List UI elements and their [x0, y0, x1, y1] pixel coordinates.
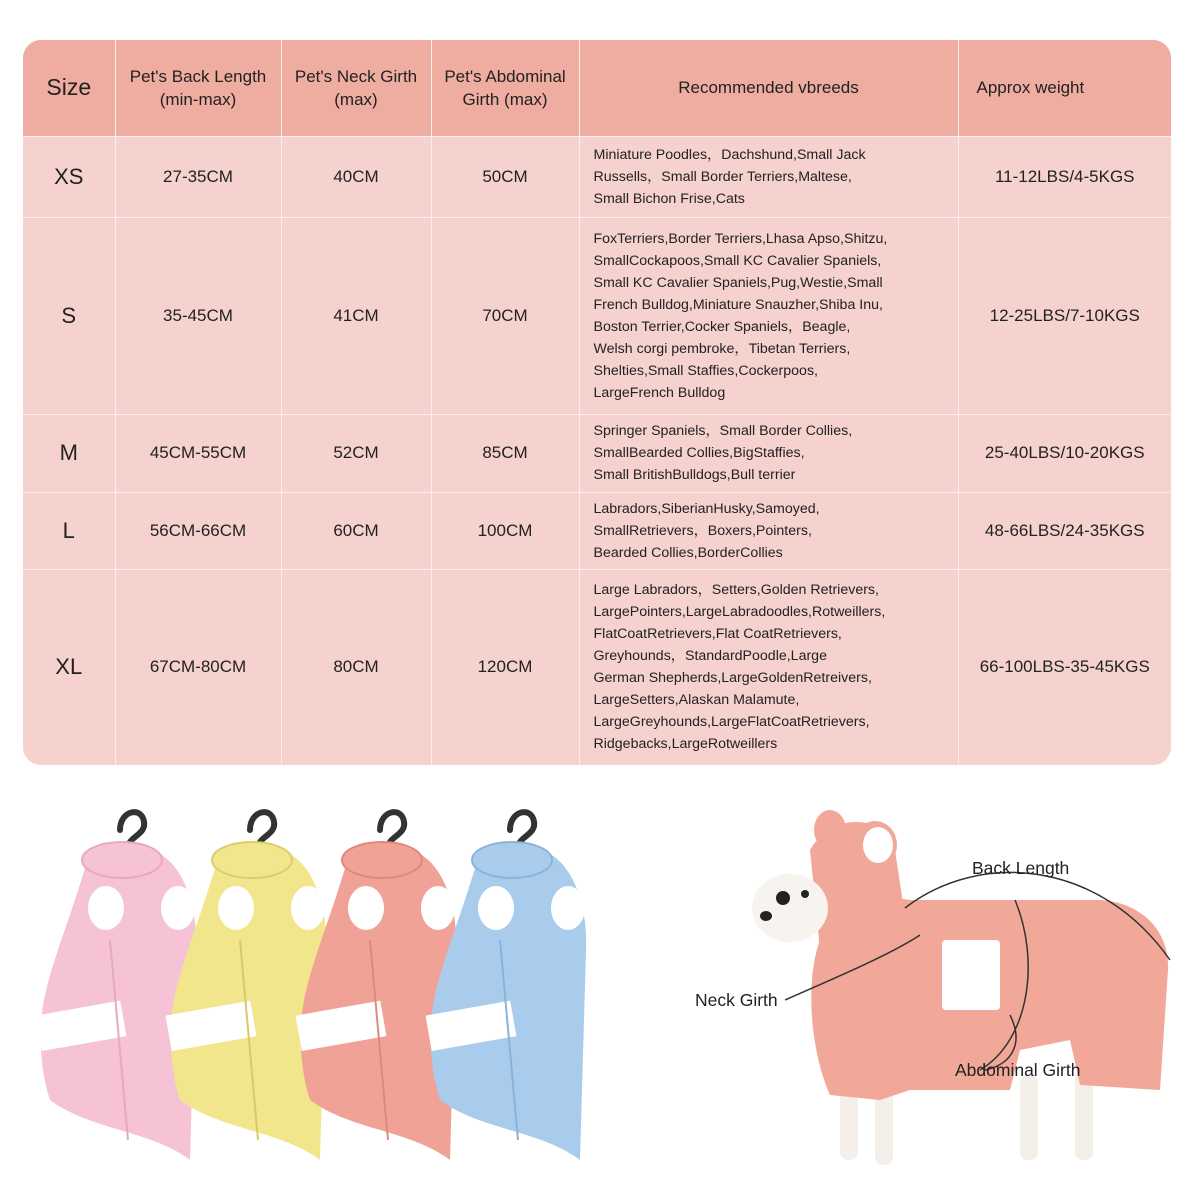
breeds-line: Bearded Collies,BorderCollies	[593, 544, 783, 561]
neck-girth-cell: 52CM	[281, 414, 431, 492]
abdominal-girth-cell: 70CM	[431, 217, 579, 414]
breeds-line: SmallRetrievers，Boxers,Pointers,	[593, 522, 812, 539]
neck-girth-cell: 60CM	[281, 492, 431, 569]
back-length-cell: 45CM-55CM	[115, 414, 281, 492]
breeds-line: FlatCoatRetrievers,Flat CoatRetrievers,	[593, 626, 842, 643]
size-chart-table	[23, 40, 1171, 765]
header-weight: Approx weight	[958, 40, 1171, 136]
weight-cell: 11-12LBS/4-5KGS	[958, 136, 1171, 217]
header-neck-girth: Pet's Neck Girth (max)	[281, 40, 431, 136]
neck-girth-cell: 40CM	[281, 136, 431, 217]
breeds-cell	[579, 492, 958, 569]
weight-cell: 48-66LBS/24-35KGS	[958, 492, 1171, 569]
table-row	[23, 414, 1171, 492]
breeds-line: Labradors,SiberianHusky,Samoyed,	[593, 500, 820, 517]
back-length-cell: 56CM-66CM	[115, 492, 281, 569]
breeds-line: Greyhounds，StandardPoodle,Large	[593, 648, 827, 665]
breeds-line: Boston Terrier,Cocker Spaniels，Beagle,	[593, 318, 851, 335]
breeds-line: Large Labradors，Setters,Golden Retrievers,	[593, 582, 879, 599]
table-row	[23, 217, 1171, 414]
breeds-line: Welsh corgi pembroke，Tibetan Terriers,	[593, 340, 851, 357]
breeds-line: Ridgebacks,LargeRotweillers	[593, 736, 778, 753]
breeds-line: Small BritishBulldogs,Bull terrier	[593, 467, 796, 483]
header-size: Size	[23, 40, 115, 136]
towel-product-lineup	[30, 800, 660, 1160]
table-header-row	[23, 40, 1171, 136]
header-back-length: Pet's Back Length (min-max)	[115, 40, 281, 136]
size-cell: L	[23, 492, 115, 569]
breeds-line: LargePointers,LargeLabradoodles,Rotweillers,	[593, 604, 886, 621]
size-cell: XL	[23, 569, 115, 765]
breeds-cell	[579, 414, 958, 492]
breeds-line: LargeFrench Bulldog	[593, 384, 726, 401]
back-length-cell: 67CM-80CM	[115, 569, 281, 765]
table-row	[23, 569, 1171, 765]
back-length-cell: 35-45CM	[115, 217, 281, 414]
abdominal-girth-cell: 85CM	[431, 414, 579, 492]
breeds-line: Small Bichon Frise,Cats	[593, 190, 745, 207]
neck-girth-label: Neck Girth	[695, 990, 778, 1010]
table-row	[23, 136, 1171, 217]
breeds-line: Small KC Cavalier Spaniels,Pug,Westie,Small	[593, 274, 883, 291]
breeds-cell	[579, 569, 958, 765]
size-cell: XS	[23, 136, 115, 217]
breeds-line: Shelties,Small Staffies,Cockerpoos,	[593, 362, 818, 379]
breeds-line: Miniature Poodles，Dachshund,Small Jack	[593, 146, 866, 163]
breeds-line: LargeSetters,Alaskan Malamute,	[593, 692, 800, 709]
header-abdominal-girth: Pet's Abdominal Girth (max)	[431, 40, 579, 136]
weight-cell: 25-40LBS/10-20KGS	[958, 414, 1171, 492]
abdominal-girth-cell: 120CM	[431, 569, 579, 765]
abdominal-girth-label: Abdominal Girth	[955, 1060, 1081, 1080]
breeds-line: French Bulldog,Miniature Snauzher,Shiba Inu,	[593, 296, 883, 313]
back-length-cell: 27-35CM	[115, 136, 281, 217]
neck-girth-cell: 80CM	[281, 569, 431, 765]
breeds-line: LargeGreyhounds,LargeFlatCoatRetrievers,	[593, 714, 870, 731]
breeds-line: Springer Spaniels，Small Border Collies,	[593, 423, 853, 439]
size-cell: S	[23, 217, 115, 414]
breeds-line: FoxTerriers,Border Terriers,Lhasa Apso,Shitzu,	[593, 230, 888, 247]
abdominal-girth-cell: 50CM	[431, 136, 579, 217]
abdominal-girth-cell: 100CM	[431, 492, 579, 569]
table-row	[23, 492, 1171, 569]
breeds-cell	[579, 136, 958, 217]
size-cell: M	[23, 414, 115, 492]
dog-in-robe-illustration	[680, 790, 1190, 1180]
breeds-line: SmallCockapoos,Small KC Cavalier Spaniels,	[593, 252, 882, 269]
back-length-label: Back Length	[972, 858, 1070, 878]
measurement-diagram	[680, 790, 1190, 1180]
breeds-cell	[579, 217, 958, 414]
breeds-line: German Shepherds,LargeGoldenRetreivers,	[593, 670, 872, 687]
weight-cell: 12-25LBS/7-10KGS	[958, 217, 1171, 414]
header-breeds: Recommended vbreeds	[579, 40, 958, 136]
neck-girth-cell: 41CM	[281, 217, 431, 414]
weight-cell: 66-100LBS-35-45KGS	[958, 569, 1171, 765]
breeds-line: SmallBearded Collies,BigStaffies,	[593, 445, 805, 461]
breeds-line: Russells，Small Border Terriers,Maltese,	[593, 168, 852, 185]
blue-towel-image	[420, 800, 590, 1160]
